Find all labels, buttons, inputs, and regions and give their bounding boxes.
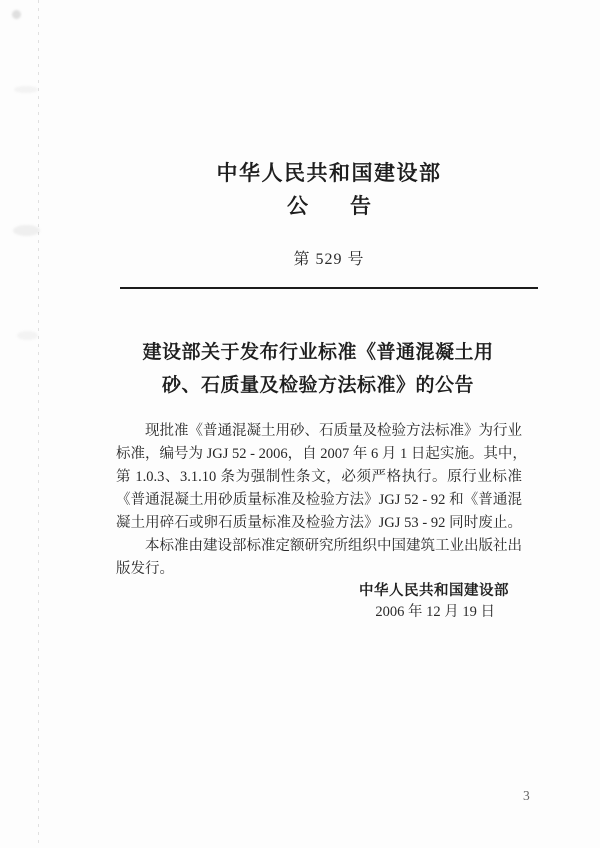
signature-block: [116, 581, 522, 623]
notice-title: [100, 336, 536, 402]
issuer-name: 中华人民共和国建设部: [359, 583, 509, 599]
issue-date: 2006 年 12 月 19 日: [375, 604, 495, 620]
body-line: 第 1.0.3、3.1.10 条为强制性条文，必须严格执行。原行业标准: [116, 469, 522, 485]
body-line: 《普通混凝土用砂质量标准及检验方法》JGJ 52 - 92 和《普通混: [116, 492, 522, 508]
scan-smudge: [14, 86, 38, 93]
body-line: 标准，编号为 JGJ 52 - 2006，自 2007 年 6 月 1 日起实施。其中，: [116, 446, 527, 462]
document-number: 第 529 号: [293, 251, 365, 268]
ministry-name: 中华人民共和国建设部: [216, 161, 442, 185]
announcement-label: 公 告: [287, 194, 371, 218]
body-line: 版发行。: [116, 561, 174, 577]
notice-body: [116, 420, 527, 581]
scan-smudge: [13, 225, 40, 236]
notice-title-line-1: 建设部关于发布行业标准《普通混凝土用: [142, 342, 494, 363]
header-rule: [120, 287, 538, 289]
scan-fold-line: [38, 0, 39, 848]
body-line: 本标准由建设部标准定额研究所组织中国建筑工业出版社出: [145, 538, 522, 554]
notice-title-line-2: 砂、石质量及检验方法标准》的公告: [161, 375, 474, 396]
scan-smudge: [17, 331, 38, 340]
scan-smudge: [12, 10, 21, 19]
body-line: 凝土用碎石或卵石质量标准及检验方法》JGJ 53 - 92 同时废止。: [116, 515, 522, 531]
body-line: 现批准《普通混凝土用砂、石质量及检验方法标准》为行业: [145, 423, 522, 439]
page-number: 3: [523, 788, 530, 803]
